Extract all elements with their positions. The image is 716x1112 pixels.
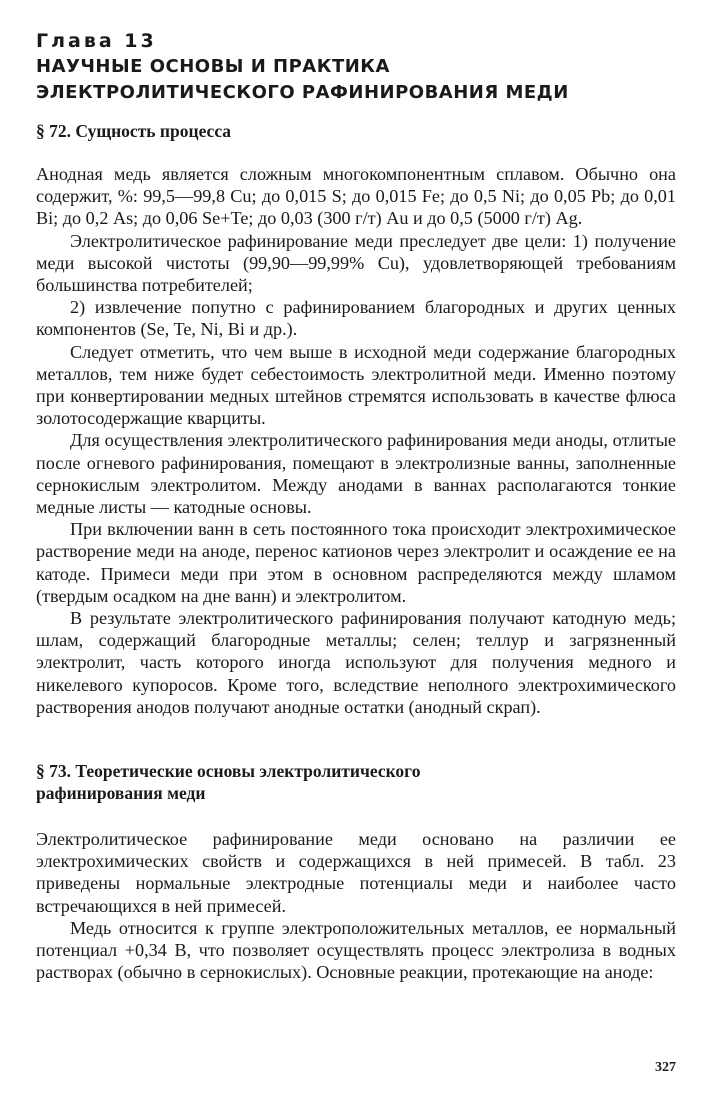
- paragraph: 2) извлечение попутно с рафинированием благородных и других ценных компонентов (Se, Te, Ni, Bi и др.).: [36, 297, 676, 340]
- section-72-body: [36, 163, 676, 718]
- chapter-title-line-1: НАУЧНЫЕ ОСНОВЫ И ПРАКТИКА: [36, 56, 390, 77]
- page-number: 327: [655, 1060, 676, 1075]
- paragraph: При включении ванн в сеть постоянного тока происходит электрохимическое растворение меди на аноде, перенос катионов через электролит и осаждение ее на катоде. Примеси меди при этом в основном распределяются между шламом (твердым осадком на дне ванн) и электролитом.: [36, 519, 676, 606]
- paragraph: Следует отметить, что чем выше в исходной меди содержание благородных металлов, тем ниже будет себестоимость электролитной меди. Именно поэтому при конвертировании медных штейнов стремятся использовать в качестве флюса золотосодержащие кварциты.: [36, 341, 676, 429]
- section-73-heading: [36, 760, 676, 804]
- section-72-heading: § 72. Сущность процесса: [36, 121, 232, 141]
- chapter-title-line-2: ЭЛЕКТРОЛИТИЧЕСКОГО РАФИНИРОВАНИЯ МЕДИ: [36, 82, 569, 103]
- section-73-heading-line-2: рафинирования меди: [36, 783, 206, 804]
- paragraph: Медь относится к группе электроположительных металлов, ее нормальный потенциал +0,34 В, что позволяет осуществлять процесс электролиза в водных растворах (обычно в сернокислых). Основные реакции, протекающие на аноде:: [36, 917, 676, 983]
- section-73-heading-line-1: § 73. Теоретические основы электролитического: [36, 761, 421, 782]
- paragraph: Электролитическое рафинирование меди основано на различии ее электрохимических свойств и содержащихся в ней примесей. В табл. 23 приведены нормальные электродные потенциалы меди и наиболее часто встречающихся в ней примесей.: [36, 829, 676, 916]
- section-73-body: [36, 828, 676, 983]
- paragraph: В результате электролитического рафинирования получают катодную медь; шлам, содержащий благородные металлы; селен; теллур и загрязненный электролит, часть которого иногда используют для получения медного и никелевого купоросов. Кроме того, вследствие неполного электрохимического растворения анодов получают анодные остатки (анодный скрап).: [36, 608, 676, 717]
- chapter-header: [36, 28, 676, 106]
- paragraph: Для осуществления электролитического рафинирования меди аноды, отлитые после огневого рафинирования, помещают в электролизные ванны, заполненные сернокислым электролитом. Между анодами в ваннах располагаются тонкие медные листы — катодные основы.: [36, 430, 676, 518]
- paragraph: Анодная медь является сложным многокомпонентным сплавом. Обычно она содержит, %: 99,5—99,8 Cu; до 0,015 S; до 0,015 Fe; до 0,5 Ni; до 0,05 Pb; до 0,01 Bi; до 0,2 As; до 0,06 Se+Te; до 0,03 (300 г/т) Au и до 0,5 (5000 г/т) Ag.: [36, 164, 676, 229]
- book-page: [36, 28, 676, 1088]
- paragraph: Электролитическое рафинирование меди преследует две цели: 1) получение меди высокой чистоты (99,90—99,99% Cu), удовлетворяющей требованиям большинства потребителей;: [36, 230, 676, 296]
- chapter-label: Глава 13: [36, 30, 157, 52]
